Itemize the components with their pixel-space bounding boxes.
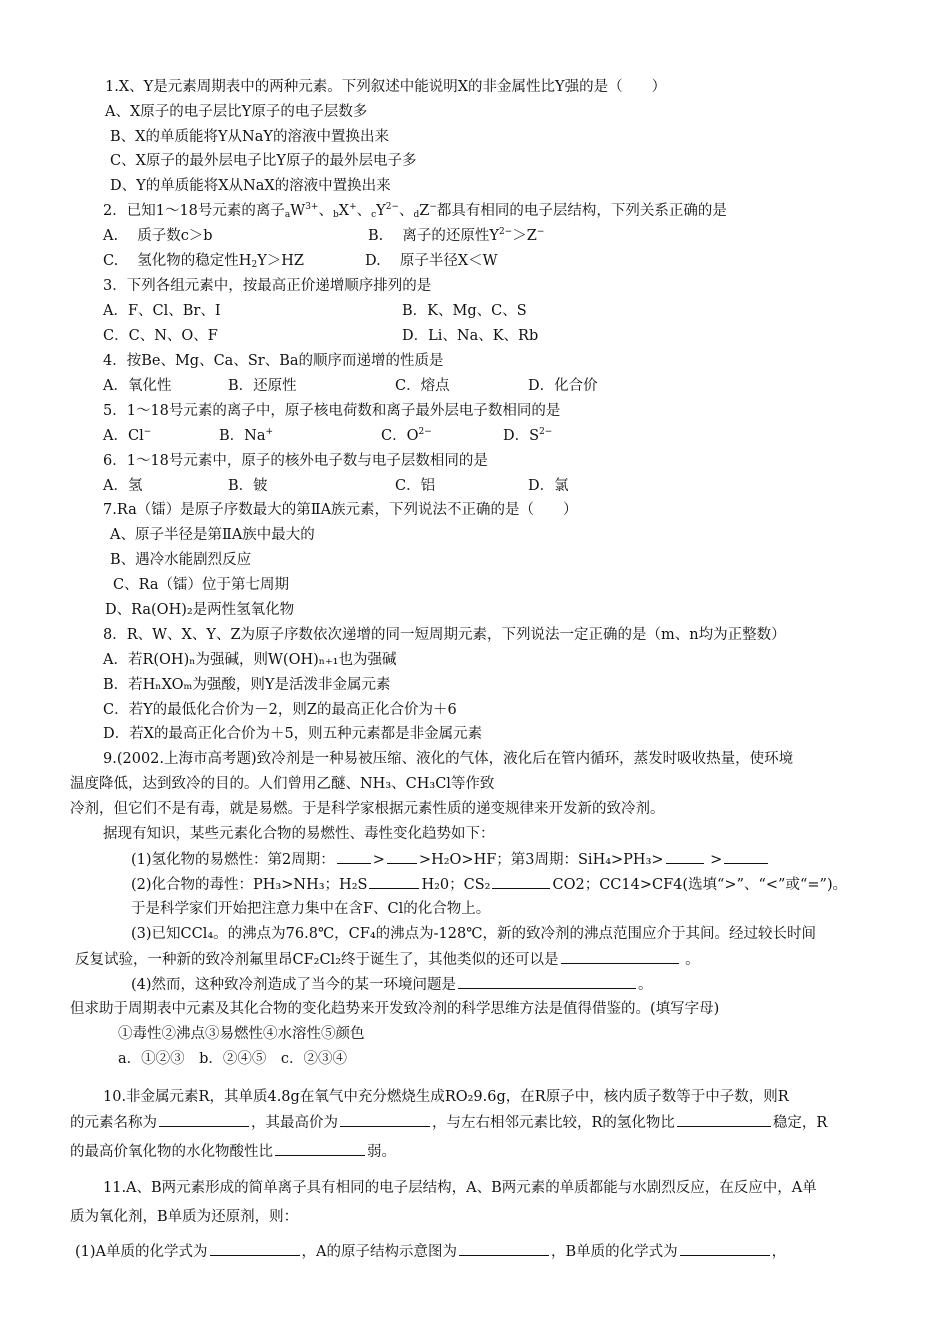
q9-part-3-cont: 反复试验，一种新的致冷剂氟里昂CF₂Cl₂终于诞生了，其他类似的还可以是 。 <box>75 949 700 970</box>
q10-blank-4[interactable] <box>275 1141 365 1156</box>
q10-blank-3[interactable] <box>677 1112 771 1127</box>
q9-properties: ①毒性②沸点③易燃性④水溶性⑤颜色 <box>118 1026 365 1042</box>
q2-option-a: A. 质子数c＞b <box>103 228 213 244</box>
q10-line-1: 10.非金属元素R，其单质4.8g在氧气中充分燃烧生成RO₂9.6g，在R原子中，核内质子数等于中子数，则R <box>103 1089 789 1105</box>
q8-option-b: B．若HₙXOₘ为强酸，则Y是活泼非金属元素 <box>103 677 391 693</box>
q10-line-3: 的最高价氧化物的水化物酸性比 弱。 <box>70 1141 396 1162</box>
q9-blank-7[interactable] <box>561 949 679 964</box>
q4-option-d: D．化合价 <box>528 378 598 394</box>
q2-option-b: B. 离子的还原性$Y^{2-}>Z^-$ <box>368 227 545 244</box>
q7-option-b: B、遇冷水能剧烈反应 <box>110 552 252 568</box>
q9-blank-1[interactable] <box>337 849 371 864</box>
q1-option-a: A、X原子的电子层比Y原子的电子层数多 <box>105 104 368 120</box>
q10-blank-1[interactable] <box>159 1112 249 1127</box>
q4-option-a: A．氧化性 <box>103 378 172 394</box>
q9-line-1: 9.(2002.上海市高考题)致冷剂是一种易被压缩、液化的气体，液化后在管内循环，蒸发时吸收热量，使环境 <box>103 751 794 767</box>
q1-option-d: D、Y的单质能将X从NaX的溶液中置换出来 <box>110 178 391 194</box>
q5-option-b: B．Na+ <box>219 427 274 444</box>
q10-blank-2[interactable] <box>340 1112 430 1127</box>
q6-stem: 6．1～18号元素中，原子的核外电子数与电子层数相同的是 <box>103 453 488 469</box>
q2-stem: 2．已知1～18号元素的离子$_aW^{3+}$、$_b$X+、$_cY^{2-}$、$_d$Z−都具有相同的电子层结构，下列关系正确的是 <box>103 202 727 220</box>
q3-stem: 3．下列各组元素中，按最高正价递增顺序排列的是 <box>103 278 432 294</box>
q9-part-2: (2)化合物的毒性：PH₃>NH₃；H₂S H₂0；CS₂ CO2；CC14>CF4(选填“>”、“<”或“=”)。 <box>131 874 847 895</box>
q11-blank-2[interactable] <box>459 1241 549 1256</box>
q11-line-3: (1)A单质的化学式为 ，A的原子结构示意图为 ，B单质的化学式为 ， <box>75 1241 786 1262</box>
q4-stem: 4．按Be、Mg、Ca、Sr、Ba的顺序而递增的性质是 <box>103 353 444 369</box>
q3-option-c: C．C、N、O、F <box>103 328 218 344</box>
q9-line-3: 冷剂，但它们不是有毒，就是易燃。于是科学家根据元素性质的递变规律来开发新的致冷剂。 <box>70 801 665 817</box>
q9-blank-2[interactable] <box>387 849 417 864</box>
q3-option-d: D．Li、Na、K、Rb <box>402 328 539 344</box>
q9-part-2-note: 于是科学家们开始把注意力集中在含F、Cl的化合物上。 <box>131 901 491 917</box>
q9-part-3: (3)已知CCl₄。的沸点为76.8℃，CF₄的沸点为-128℃，新的致冷剂的沸点范围应介于其间。经过较长时间 <box>131 926 816 942</box>
q9-blank-4[interactable] <box>724 849 768 864</box>
q11-line-2: 质为氧化剂，B单质为还原剂，则： <box>70 1209 299 1225</box>
q9-blank-5[interactable] <box>369 874 419 889</box>
q3-option-a: A．F、Cl、Br、I <box>103 303 221 319</box>
q4-option-c: C．熔点 <box>395 378 450 394</box>
q11-line-1: 11.A、B两元素形成的简单离子具有相同的电子层结构，A、B两元素的单质都能与水剧烈反应，在反应中，A单 <box>103 1180 817 1196</box>
q10-line-2: 的元素名称为 ，其最高价为 ，与左右相邻元素比较，R的氢化物比 稳定，R <box>70 1112 827 1133</box>
q3-option-b: B．K、Mg、C、S <box>402 303 527 319</box>
q8-option-c: C．若Y的最低化合价为－2，则Z的最高正化合价为＋6 <box>103 702 457 718</box>
q9-blank-3[interactable] <box>666 849 704 864</box>
q6-option-b: B．铍 <box>228 478 268 494</box>
q5-option-d: D．$S^{2-}$ <box>503 427 553 444</box>
q9-part-1: (1)氢化物的易燃性：第2周期： > >H₂O>HF；第3周期：SiH₄>PH₃> > <box>131 849 770 870</box>
q6-option-c: C．铝 <box>395 478 436 494</box>
q6-option-d: D．氯 <box>528 478 569 494</box>
q1-option-c: C、X原子的最外层电子比Y原子的最外层电子多 <box>110 153 417 169</box>
q7-option-d: D、Ra(OH)₂是两性氢氧化物 <box>105 602 295 618</box>
q9-line-4: 据现有知识，某些元素化合物的易燃性、毒性变化趋势如下： <box>103 826 495 842</box>
q7-stem: 7.Ra（镭）是原子序数最大的第ⅡA族元素，下列说法不正确的是（ ） <box>103 502 578 518</box>
q11-blank-1[interactable] <box>210 1241 300 1256</box>
q9-part-4: (4)然而，这种致冷剂造成了当今的某一环境问题是 。 <box>131 974 653 995</box>
q8-option-d: D．若X的最高正化合价为＋5，则五种元素都是非金属元素 <box>103 726 483 742</box>
q4-option-b: B．还原性 <box>228 378 297 394</box>
q8-option-a: A．若R(OH)ₙ为强碱，则W(OH)ₙ₊₁也为强碱 <box>103 652 397 668</box>
q9-blank-8[interactable] <box>458 974 636 989</box>
q8-stem: 8．R、W、X、Y、Z为原子序数依次递增的同一短周期元素，下列说法一定正确的是（m、n均为正整数） <box>103 627 786 643</box>
q5-stem: 5．1～18号元素的离子中，原子核电荷数和离子最外层电子数相同的是 <box>103 403 561 419</box>
q5-option-c: C．$O^{2-}$ <box>381 427 432 444</box>
q9-blank-6[interactable] <box>492 874 550 889</box>
q11-blank-3[interactable] <box>680 1241 770 1256</box>
q7-option-c: C、Ra（镭）位于第七周期 <box>113 577 289 593</box>
q2-option-d: D. 原子半径X＜W <box>365 253 498 269</box>
q1-option-b: B、X的单质能将Y从NaY的溶液中置换出来 <box>110 129 389 145</box>
q6-option-a: A．氢 <box>103 478 143 494</box>
q2-option-c: C. 氢化物的稳定性$H_2Y>HZ$ <box>103 253 304 270</box>
q9-line-2: 温度降低，达到致冷的目的。人们曾用乙醚、NH₃、CH₃Cl等作致 <box>70 776 495 792</box>
q9-part-5: 但求助于周期表中元素及其化合物的变化趋势来开发致冷剂的科学思维方法是值得借鉴的。(填写字母) <box>70 1001 720 1017</box>
q9-choices: a．①②③ b．②④⑤ c．②③④ <box>118 1051 348 1067</box>
q7-option-a: A、原子半径是第ⅡA族中最大的 <box>110 527 315 543</box>
q5-option-a: A．Cl− <box>103 427 152 444</box>
q1-stem: 1.X、Y是元素周期表中的两种元素。下列叙述中能说明X的非金属性比Y强的是（ ） <box>105 79 667 95</box>
